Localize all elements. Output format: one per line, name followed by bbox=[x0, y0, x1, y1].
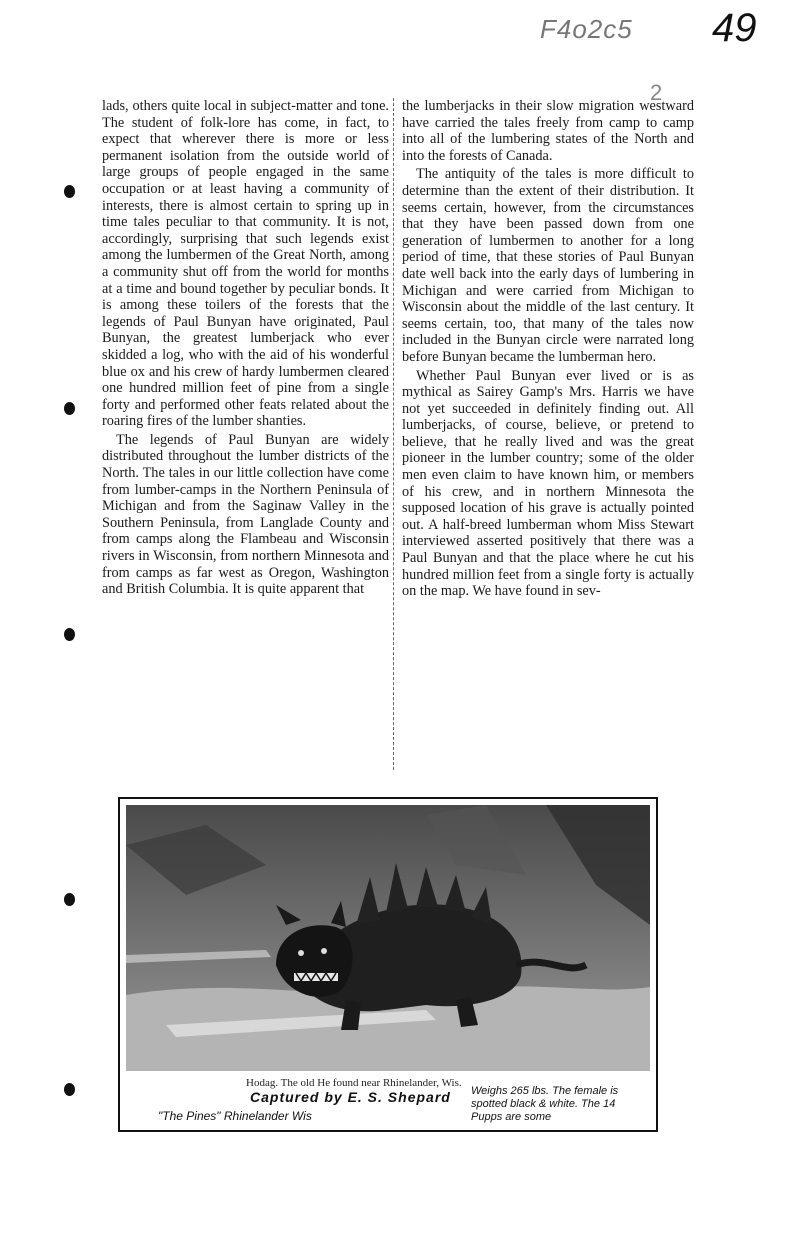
article-paragraph: Whether Paul Bunyan ever lived or is as mythical as Sairey Gamp's Mrs. Harris we have not yet succeeded in definitely finding out. All lumberjacks, of course, believe, or pretend to believe, that he really lived and was the great pioneer in the lumber country; some of the older men even claim to have known him, or members of his crew, and in northern Minnesota the supposed location of his grave is actually pointed out. A half-breed lumberman whom Miss Stewart interviewed asserted positively that there was a Paul Bunyan and that the place where he cut his hundred million feet from a single forty is actually on the map. We have found in sev- bbox=[402, 367, 694, 600]
binder-hole bbox=[64, 185, 75, 198]
hodag-image bbox=[126, 805, 650, 1071]
article-paragraph: The antiquity of the tales is more difficult to determine than the extent of their distribution. It seems certain, however, from the circumstances that they have been passed down from one generation of lumbermen to another for a long period of time, that these stories of Paul Bunyan date well back into the early days of lumbering in Michigan and were carried from Michigan to Wisconsin about the middle of the last century. It seems certain, too, that many of the tales now included in the Bunyan circle were narrated long before Bunyan became the lumberman hero. bbox=[402, 166, 694, 365]
article-paragraph: lads, others quite local in subject-matter and tone. The student of folk-lore has come, in fact, to expect that wherever there is more or less permanent isolation from the outside world of large groups of people engaged in the same occupation or at least having a community of interests, there is almost certain to spring up in time tales peculiar to that community. It is not, accordingly, surprising that such legends exist among the lumbermen of the Great North, among a community shut off from the world for months at a time and bound together by peculiar bonds. It is among these toilers of the forests that the legends of Paul Bunyan have originated, Paul Bunyan, the greatest lumberjack who ever skidded a log, who with the aid of his wonderful blue ox and his crew of hardy lumbermen cleared one hundred million feet of pine from a single forty and performed other feats related about the roaring fires of the lumber shanties. bbox=[102, 98, 389, 430]
handwritten-caption-location: "The Pines" Rhinelander Wis bbox=[158, 1109, 312, 1123]
handwritten-caption-weight: Weighs 265 lbs. The female is spotted black & white. The 14 Pupps are some bbox=[471, 1085, 619, 1123]
page-number: 49 bbox=[712, 6, 757, 50]
binder-hole bbox=[64, 628, 75, 641]
binder-hole bbox=[64, 1083, 75, 1096]
article-paragraph: The legends of Paul Bunyan are widely distributed throughout the lumber districts of the North. The tales in our little collection have come from lumber-camps in the Northern Peninsula of Michigan and from the Saginaw Valley in the Southern Peninsula, from Langlade County and from camps along the Flambeau and Wisconsin rivers in Wisconsin, from northern Minnesota and from camps as far west as Oregon, Washington and British Columbia. It is quite apparent that bbox=[102, 431, 389, 598]
binder-hole bbox=[64, 402, 75, 415]
article-paragraph: the lumberjacks in their slow migration westward have carried the tales freely from camp to camp into all of the lumbering states of the North and into the forests of Canada. bbox=[402, 98, 694, 164]
handwritten-caption-captured: Captured by E. S. Shepard bbox=[250, 1089, 451, 1105]
hodag-photo-card bbox=[118, 797, 658, 1132]
photo-caption bbox=[126, 1073, 650, 1128]
corner-mark: 2 bbox=[650, 80, 663, 105]
printed-caption: Hodag. The old He found near Rhinelander, Wis. bbox=[246, 1077, 462, 1089]
binder-hole bbox=[64, 893, 75, 906]
article-column-right bbox=[402, 98, 694, 770]
newspaper-clipping bbox=[98, 98, 704, 770]
article-column-left bbox=[102, 98, 394, 770]
hodag-photograph bbox=[126, 805, 650, 1071]
catalog-number: F4o2c5 bbox=[540, 14, 633, 44]
